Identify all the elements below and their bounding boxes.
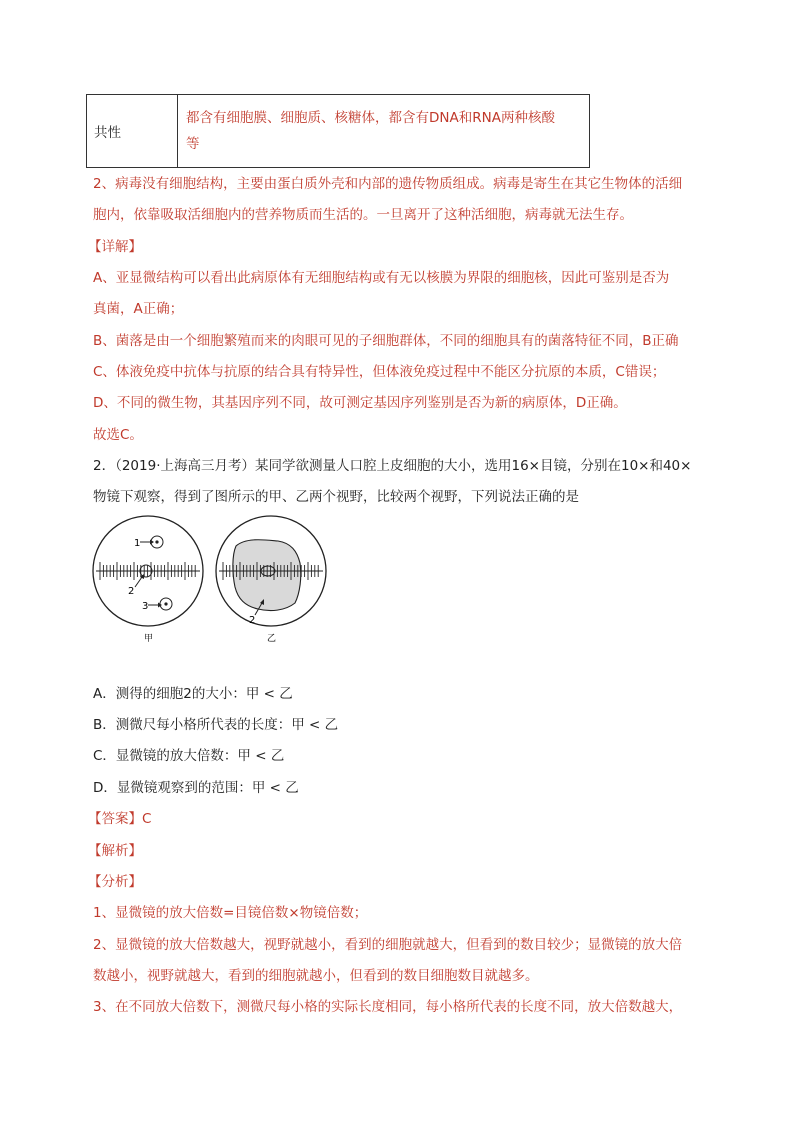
table-row: [87, 95, 590, 168]
explain-b: B、菌落是由一个细胞繁殖而来的肉眼可见的子细胞群体，不同的细胞具有的菌落特征不同，B正确: [93, 333, 679, 349]
field-yi: [216, 516, 326, 644]
caption-yi: 乙: [267, 634, 277, 644]
explain-a-line2: 真菌，A正确；: [93, 301, 184, 317]
analysis-point-1: 1、显微镜的放大倍数=目镜倍数×物镜倍数；: [93, 905, 368, 921]
answer-label: 【答案】C: [88, 811, 152, 827]
microscope-fields-figure: [88, 515, 338, 645]
analysis-point-2-line1: 2、显微镜的放大倍数越大，视野就越小，看到的细胞就越大，但看到的数目较少；显微镜的放大倍: [93, 937, 683, 953]
explain-d: D、不同的微生物，其基因序列不同，故可测定基因序列鉴别是否为新的病原体，D正确。: [93, 395, 627, 411]
virus-text-line2: 胞内，依靠吸取活细胞内的营养物质而生活的。一旦离开了这种活细胞，病毒就无法生存。: [93, 207, 633, 223]
label-cell-2-yi: 2: [249, 615, 256, 626]
detail-label: 【详解】: [88, 239, 142, 255]
explain-c: C、体液免疫中抗体与抗原的结合具有特异性，但体液免疫过程中不能区分抗原的本质，C错误；: [93, 364, 666, 380]
label-cell-1: 1: [134, 538, 141, 549]
explain-a-line1: A、亚显微结构可以看出此病原体有无细胞结构或有无以核膜为界限的细胞核，因此可鉴别是否为: [93, 270, 670, 286]
analysis-label: 【解析】: [88, 843, 142, 859]
label-cell-3: 3: [142, 601, 149, 612]
comparison-table: [86, 94, 590, 168]
virus-text-line1: 2、病毒没有细胞结构，主要由蛋白质外壳和内部的遗传物质组成。病毒是寄生在其它生物体的活细: [93, 176, 683, 192]
conclusion: 故选C。: [93, 427, 143, 443]
question-stem-line2: 物镜下观察，得到了图所示的甲、乙两个视野，比较两个视野，下列说法正确的是: [93, 489, 579, 505]
analysis-point-3: 3、在不同放大倍数下，测微尺每小格的实际长度相同，每小格所代表的长度不同，放大倍数越大，: [93, 999, 683, 1015]
label-cell-2: 2: [128, 586, 135, 597]
option-b: B．测微尺每小格所代表的长度：甲 < 乙: [93, 717, 339, 733]
caption-jia: 甲: [144, 634, 154, 644]
table-value-line2: 等: [186, 136, 200, 152]
fenxi-label: 【分析】: [88, 874, 142, 890]
option-a: A．测得的细胞2的大小：甲 < 乙: [93, 686, 293, 702]
option-d: D．显微镜观察到的范围：甲 < 乙: [93, 780, 299, 796]
option-c: C．显微镜的放大倍数：甲 < 乙: [93, 748, 285, 764]
table-key-cell: 共性: [87, 95, 178, 168]
question-stem-line1: 2．（2019·上海高三月考）某同学欲测量人口腔上皮细胞的大小，选用16×目镜，分别在10×和40×: [93, 458, 692, 474]
analysis-point-2-line2: 数越小，视野就越大，看到的细胞就越小，但看到的数目细胞数目就越多。: [93, 968, 539, 984]
field-jia: [93, 516, 203, 644]
table-value-line1: 都含有细胞膜、细胞质、核糖体，都含有DNA和RNA两种核酸: [186, 110, 555, 126]
table-value-cell: [178, 95, 590, 168]
